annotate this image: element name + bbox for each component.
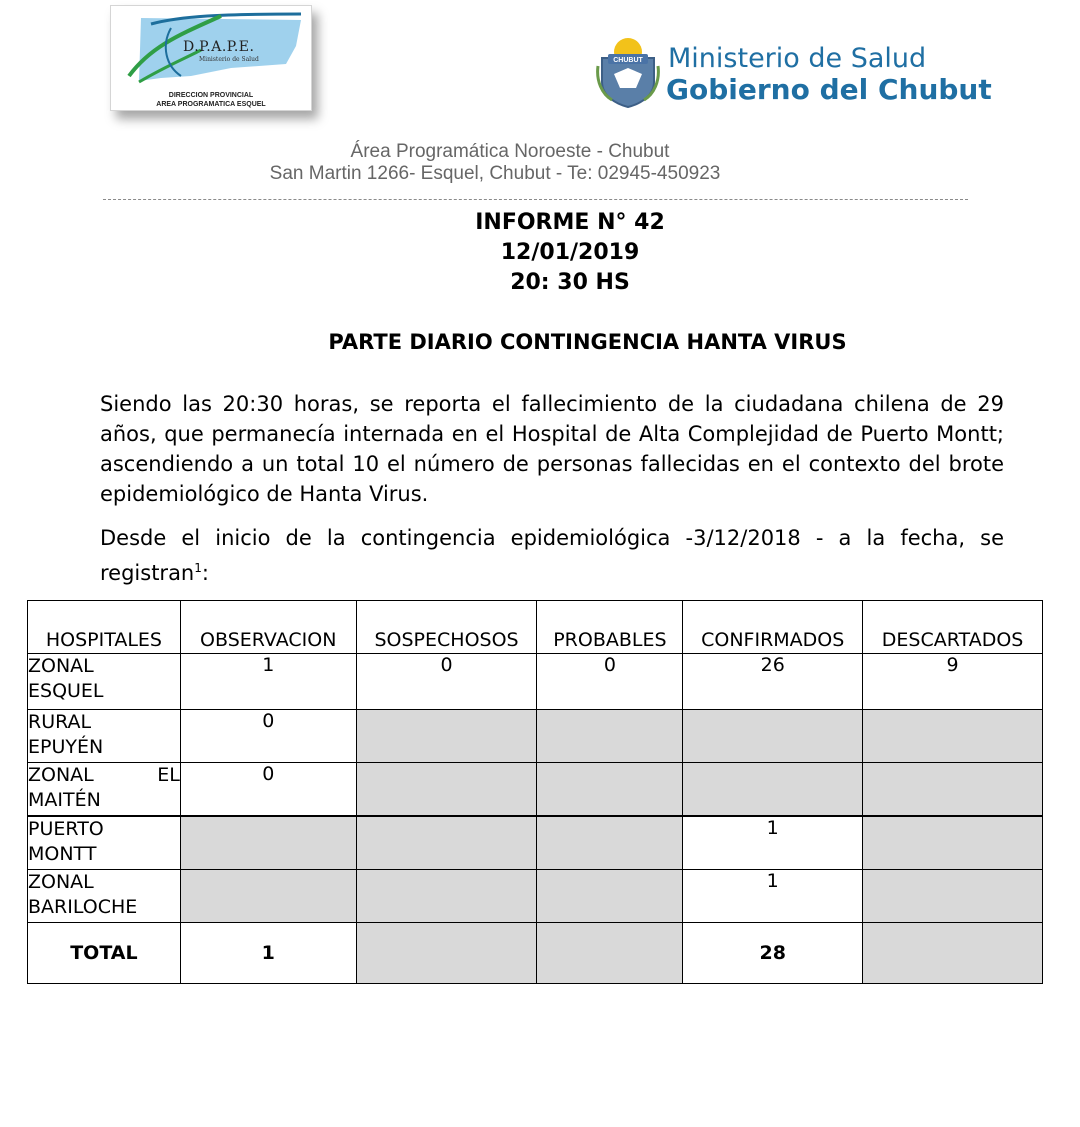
- cell-empty: [537, 870, 683, 923]
- dpape-logo: [110, 5, 312, 111]
- cell-empty: [180, 816, 356, 870]
- cell-empty: [863, 870, 1043, 923]
- dpape-line1: DIRECCION PROVINCIAL: [168, 92, 254, 99]
- table-row: [28, 654, 1043, 710]
- hospital-name-line2: EPUYÉN: [28, 736, 104, 758]
- dpape-initials: D.P.A.P.E.: [183, 39, 255, 55]
- cell-empty: [863, 710, 1043, 763]
- report-subtitle: PARTE DIARIO CONTINGENCIA HANTA VIRUS: [328, 330, 847, 354]
- report-date: 12/01/2019: [500, 240, 640, 265]
- hospital-name-line1: RURAL: [28, 711, 92, 733]
- table-header-row: [28, 601, 1043, 654]
- cell-empty: [356, 763, 537, 817]
- cell-confirmados: 26: [683, 654, 863, 710]
- hospital-name-line1: ZONAL: [28, 655, 94, 677]
- hospital-name-line1: ZONAL: [28, 871, 94, 893]
- total-label: TOTAL: [28, 923, 181, 984]
- hospital-name: [28, 870, 181, 923]
- cell-empty: [537, 816, 683, 870]
- header-probables: PROBABLES: [537, 601, 683, 654]
- area-line: Área Programática Noroeste - Chubut: [350, 141, 670, 162]
- hospital-name-line2: BARILOCHE: [28, 896, 138, 918]
- cell-empty: [356, 816, 537, 870]
- cell-probables: 0: [537, 654, 683, 710]
- paragraph-since-start-text: Desde el inicio de la contingencia epidemiológica -3/12/2018 - a la fecha, se registran: [100, 526, 1004, 585]
- hospital-name: [28, 710, 181, 763]
- table-row: [28, 763, 1043, 817]
- cell-descartados: 9: [863, 654, 1043, 710]
- total-observacion: 1: [180, 923, 356, 984]
- table-total-row: [28, 923, 1043, 984]
- cell-empty: [180, 870, 356, 923]
- header-divider: [103, 199, 968, 200]
- hospital-name-line1: PUERTO: [28, 818, 104, 840]
- cell-confirmados: 1: [683, 870, 863, 923]
- hospital-name-line1: [28, 763, 180, 788]
- cell-observacion: 0: [180, 710, 356, 763]
- dpape-subtext: Ministerio de Salud: [199, 56, 259, 63]
- header-sospechosos: SOSPECHOSOS: [356, 601, 537, 654]
- shield-text: CHUBUT: [613, 57, 643, 64]
- paragraph-since-start-end: :: [201, 561, 209, 585]
- hospital-name: [28, 654, 181, 710]
- hospital-name: [28, 763, 181, 817]
- header-hospitales: HOSPITALES: [28, 601, 181, 654]
- footnote-marker: 1: [194, 561, 202, 575]
- table-row: [28, 710, 1043, 763]
- cell-empty: [537, 923, 683, 984]
- cases-table: [27, 600, 1043, 984]
- cell-sospechosos: 0: [356, 654, 537, 710]
- table-row: [28, 870, 1043, 923]
- paragraph-since-start: [100, 523, 1004, 588]
- cell-observacion: 1: [180, 654, 356, 710]
- total-confirmados: 28: [683, 923, 863, 984]
- hospital-name-line2: ESQUEL: [28, 680, 104, 702]
- hospital-name-word: EL: [157, 764, 180, 786]
- hospital-name: [28, 816, 181, 870]
- cell-empty: [863, 923, 1043, 984]
- dpape-line2: AREA PROGRAMATICA ESQUEL: [156, 101, 266, 108]
- header-observacion: OBSERVACION: [180, 601, 356, 654]
- cell-empty: [537, 710, 683, 763]
- hospital-name-line2: MONTT: [28, 843, 97, 865]
- cell-empty: [356, 923, 537, 984]
- cell-empty: [863, 816, 1043, 870]
- header-descartados: DESCARTADOS: [863, 601, 1043, 654]
- ministry-name: Ministerio de Salud: [668, 43, 927, 74]
- cell-empty: [683, 763, 863, 817]
- hospital-name-word: ZONAL: [28, 764, 94, 786]
- table-row: [28, 816, 1043, 870]
- cell-empty: [537, 763, 683, 817]
- cell-observacion: 0: [180, 763, 356, 817]
- cell-empty: [683, 710, 863, 763]
- ministry-logo: [596, 34, 1036, 114]
- report-time: 20: 30 HS: [510, 270, 630, 295]
- cell-empty: [356, 870, 537, 923]
- cell-empty: [356, 710, 537, 763]
- cell-empty: [863, 763, 1043, 817]
- government-name: Gobierno del Chubut: [666, 73, 992, 106]
- address-line: San Martin 1266- Esquel, Chubut - Te: 02945-450923: [269, 163, 721, 184]
- paragraph-death-report: Siendo las 20:30 horas, se reporta el fallecimiento de la ciudadana chilena de 29 años, que permanecía internada en el Hospital de Alta Complejidad de Puerto Montt; ascendiendo a un total 10 el número de personas fallecidas en el contexto del brote epidemiológico de Hanta Virus.: [100, 392, 1004, 506]
- hospital-name-line2: MAITÉN: [28, 789, 101, 811]
- report-number: INFORME N° 42: [475, 210, 665, 235]
- cell-confirmados: 1: [683, 816, 863, 870]
- chubut-shield-icon: [596, 36, 660, 108]
- header-confirmados: CONFIRMADOS: [683, 601, 863, 654]
